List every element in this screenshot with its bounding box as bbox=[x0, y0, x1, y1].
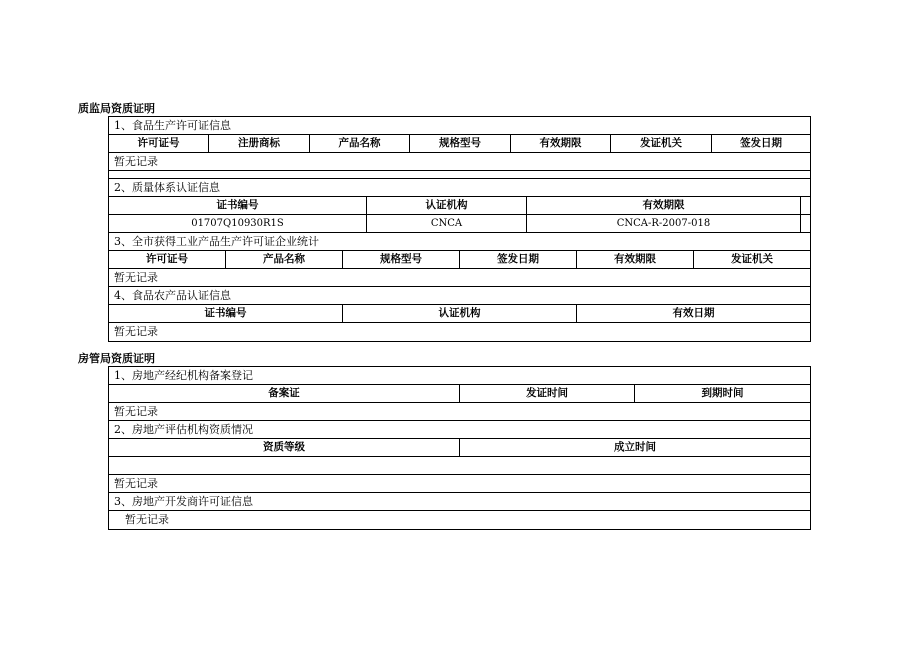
header-cell: 许可证号 bbox=[109, 251, 226, 268]
header-cell: 证书编号 bbox=[109, 197, 367, 214]
header-cell: 认证机构 bbox=[343, 305, 577, 322]
cell-cert-no: 01707Q10930R1S bbox=[109, 215, 367, 232]
header-cell: 规格型号 bbox=[410, 135, 511, 152]
spacer-row bbox=[109, 171, 810, 179]
header-cell: 有效期限 bbox=[527, 197, 801, 214]
empty-row: 暂无记录 bbox=[109, 269, 810, 287]
table-header bbox=[109, 305, 810, 323]
cell-valid: CNCA-R-2007-018 bbox=[527, 215, 801, 232]
block-label: 2、质量体系认证信息 bbox=[109, 179, 810, 197]
header-cell: 到期时间 bbox=[701, 387, 744, 399]
header-cell: 认证机构 bbox=[367, 197, 527, 214]
table-header bbox=[109, 439, 810, 457]
cell-blank bbox=[801, 215, 810, 232]
block-label: 4、食品农产品认证信息 bbox=[109, 287, 810, 305]
blank-row bbox=[109, 457, 810, 475]
empty-row: 暂无记录 bbox=[114, 325, 158, 338]
cell-cert-org: CNCA bbox=[367, 215, 527, 232]
table-header bbox=[109, 135, 810, 153]
block-label: 3、全市获得工业产品生产许可证企业统计 bbox=[109, 233, 810, 251]
section-title-housing: 房管局资质证明 bbox=[78, 352, 155, 365]
empty-row: 暂无记录 bbox=[125, 513, 169, 526]
header-cell: 产品名称 bbox=[310, 135, 410, 152]
header-cell: 签发日期 bbox=[460, 251, 577, 268]
header-cell: 成立时间 bbox=[614, 441, 656, 453]
quality-table bbox=[108, 116, 811, 342]
empty-row: 暂无记录 bbox=[109, 403, 810, 421]
block-label: 2、房地产评估机构资质情况 bbox=[109, 421, 810, 439]
block-label: 3、房地产开发商许可证信息 bbox=[109, 493, 810, 511]
header-cell: 产品名称 bbox=[226, 251, 343, 268]
table-row bbox=[109, 215, 810, 233]
header-cell: 资质等级 bbox=[109, 439, 460, 456]
header-cell: 备案证 bbox=[109, 385, 460, 402]
header-cell: 注册商标 bbox=[209, 135, 310, 152]
table-header bbox=[109, 251, 810, 269]
table-header bbox=[109, 385, 810, 403]
section-title-quality: 质监局资质证明 bbox=[78, 102, 155, 115]
header-cell: 许可证号 bbox=[109, 135, 209, 152]
header-cell: 签发日期 bbox=[740, 137, 782, 149]
header-cell: 发证机关 bbox=[731, 253, 773, 265]
header-cell bbox=[801, 197, 810, 214]
header-cell: 证书编号 bbox=[109, 305, 343, 322]
header-cell: 有效期限 bbox=[577, 251, 694, 268]
table-header bbox=[109, 197, 810, 215]
header-cell: 发证机关 bbox=[611, 135, 712, 152]
empty-row: 暂无记录 bbox=[109, 475, 810, 493]
header-cell: 有效日期 bbox=[672, 307, 715, 319]
empty-row: 暂无记录 bbox=[109, 153, 810, 171]
header-cell: 发证时间 bbox=[460, 385, 635, 402]
housing-table bbox=[108, 366, 811, 530]
header-cell: 规格型号 bbox=[343, 251, 460, 268]
block-label: 1、房地产经纪机构备案登记 bbox=[109, 367, 810, 385]
block-label: 1、食品生产许可证信息 bbox=[109, 117, 810, 135]
header-cell: 有效期限 bbox=[511, 135, 611, 152]
